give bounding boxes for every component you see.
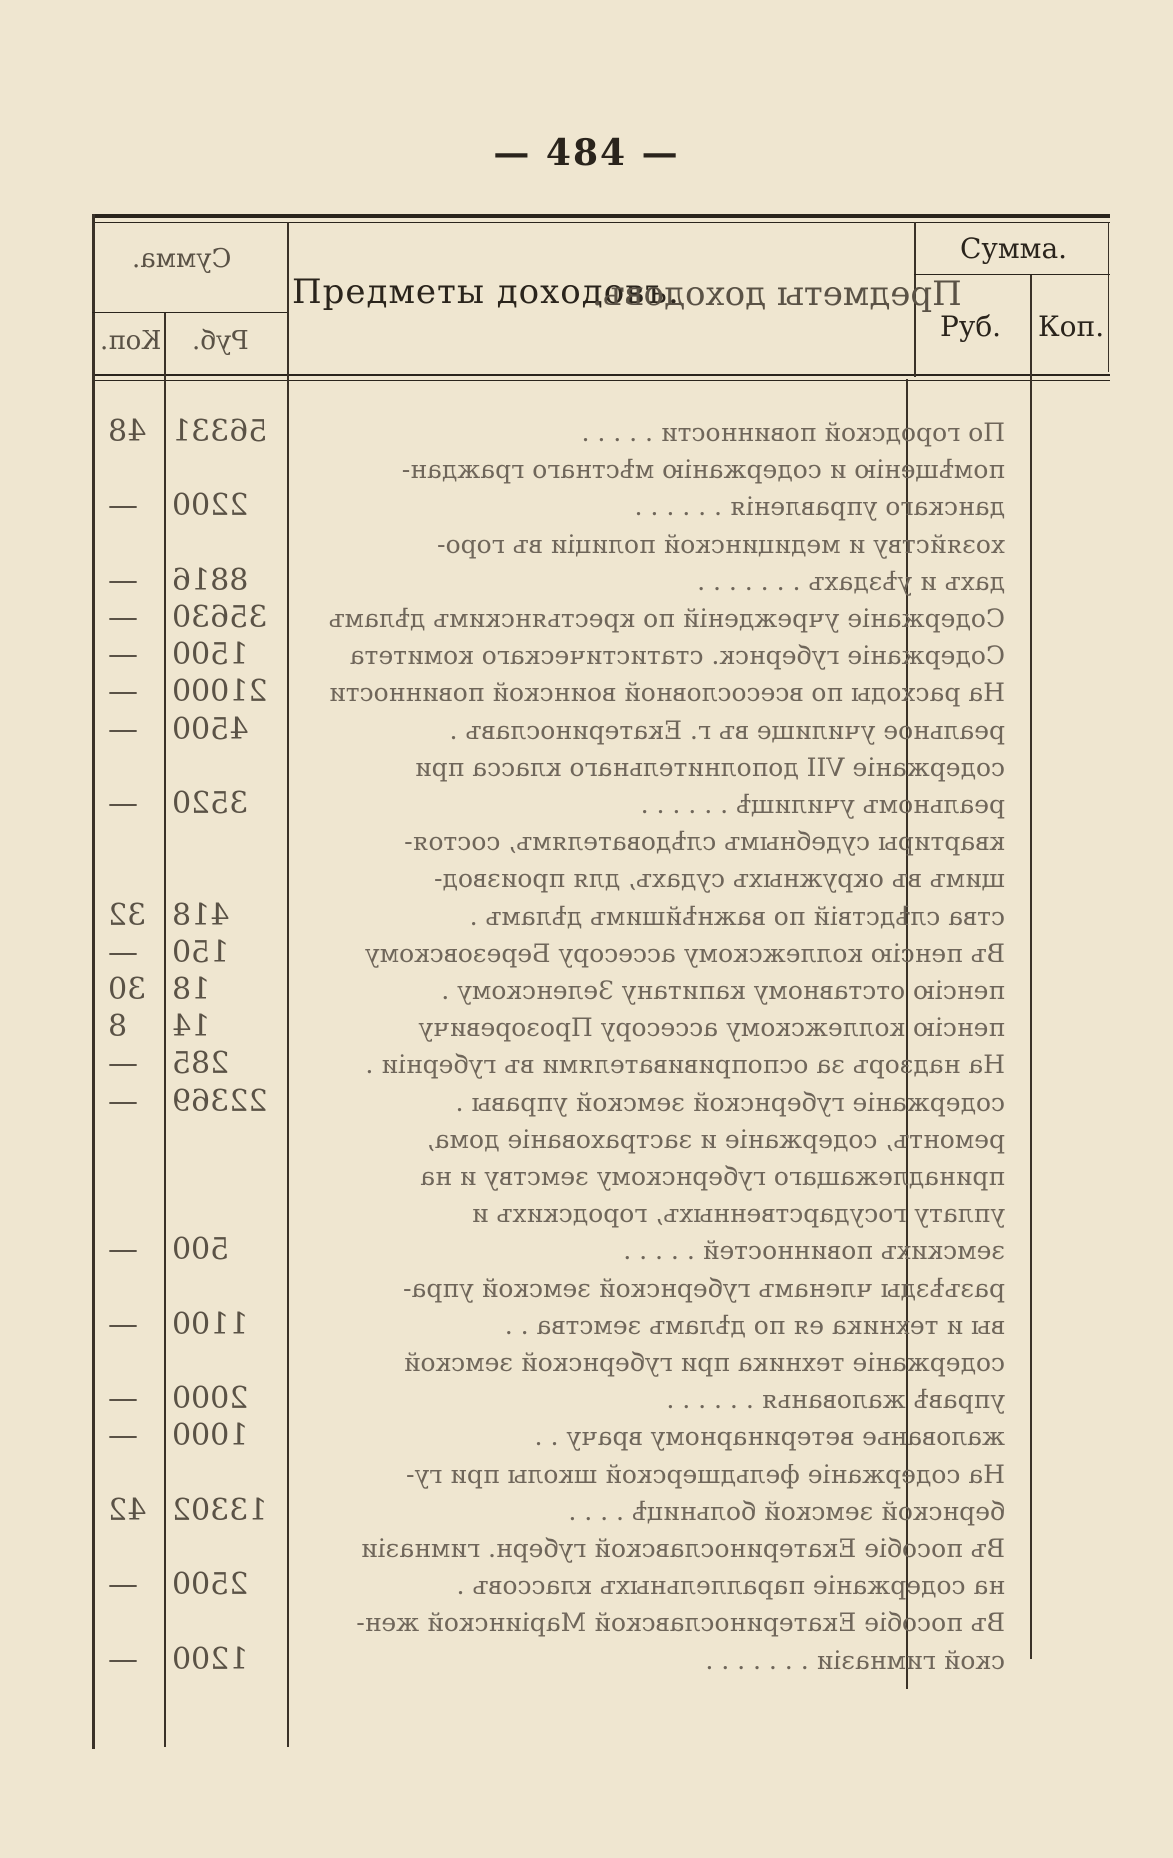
bleed-row-rub: 3520 (172, 786, 249, 821)
bleed-row-kop: — (108, 1642, 138, 1677)
bleed-row-kop: — (108, 1567, 138, 1602)
bleed-row-rub: 13302 (172, 1493, 268, 1528)
bleed-row-text: Содержаніе учрежденій по крестьянскимъ дѣламъ (328, 604, 1005, 633)
bleed-row-rub: 1500 (172, 637, 249, 672)
bleed-kop-label: Коп. (100, 326, 162, 356)
bleed-row-kop: — (108, 674, 138, 709)
bleed-row-text: ской гимназіи . . . . . . . (705, 1646, 1005, 1675)
bleed-row-text: содержаніе VII дополнительнаго класса при (414, 753, 1005, 782)
bleed-row-text: По городской повинности . . . . . (581, 418, 1005, 447)
bleed-row-kop: — (108, 1307, 138, 1342)
bleed-row-text: пенсію коллежскому ассесору Прозоревичу (418, 1013, 1005, 1042)
bleed-rub-label: Руб. (192, 326, 249, 356)
bleed-row-rub: 35630 (172, 600, 268, 635)
bleed-row-kop: 8 (108, 1009, 128, 1044)
bleed-row-text: На надзоръ за оспопрививателями въ губерніи . (365, 1050, 1005, 1079)
bleed-row-kop: — (108, 712, 138, 747)
right-edge (1108, 222, 1109, 372)
column-title-kop: Коп. (1038, 310, 1105, 343)
column-title-items: Предметы доходовъ. (292, 272, 680, 312)
sum-subheader-rule-left (92, 312, 287, 313)
bleed-row-kop: 42 (108, 1493, 147, 1528)
bleed-row-kop: — (108, 935, 138, 970)
bleed-row-text: дахъ и уѣздахъ . . . . . . . (697, 567, 1005, 596)
bleed-row-rub: 150 (172, 935, 230, 970)
bleed-row-text: земскихъ повинностей . . . . . (623, 1236, 1005, 1265)
bleed-row-kop: 32 (108, 898, 147, 933)
page-number: — 484 — (493, 132, 680, 174)
column-title-sum: Сумма. (960, 232, 1068, 265)
bleed-row-kop: — (108, 1418, 138, 1453)
bleed-row-text: на содержаніе параллельныхъ классовъ . (456, 1571, 1005, 1600)
bleed-row-text: данскаго управленія . . . . . . (634, 492, 1005, 521)
bleed-row-rub: 2500 (172, 1567, 249, 1602)
bleed-row-kop: 48 (108, 414, 147, 449)
bleed-row-text: уплату государственныхъ, городскихъ и (471, 1199, 1005, 1228)
bleed-row-text: реальномъ училищѣ . . . . . . (640, 790, 1005, 819)
bleed-row-text: Въ пособіе Екатеринославской Маріинской жен- (356, 1608, 1005, 1637)
bleed-row-rub: 2000 (172, 1381, 249, 1416)
column-title-rub: Руб. (940, 310, 1002, 343)
bleed-row-text: квартиры судебнымъ слѣдователямъ, состоя- (404, 827, 1005, 856)
bleed-sum-label: Сумма. (132, 244, 232, 274)
bleed-row-text: Въ пенсію коллежскому ассесору Березовскому (364, 939, 1005, 968)
bleed-row-rub: 18 (172, 972, 211, 1007)
bleed-row-text: вы и техника ея по дѣламъ земства . . (504, 1311, 1005, 1340)
header-bottom-rule-thin (92, 380, 1110, 381)
bleed-row-rub: 14 (172, 1009, 211, 1044)
bleed-row-text: содержаніе техника при губернской земской (403, 1348, 1005, 1377)
bleed-row-rub: 8816 (172, 563, 249, 598)
bleed-row-text: помѣщенію и содержанію мѣстнаго граждан- (401, 455, 1005, 484)
kop-rub-divider-left (164, 312, 166, 1747)
bleed-row-rub: 1100 (172, 1307, 249, 1342)
bleed-row-rub: 285 (172, 1046, 230, 1081)
bleed-row-kop: — (108, 637, 138, 672)
bleed-row-rub: 1200 (172, 1642, 249, 1677)
left-border (92, 214, 95, 1749)
bleed-row-kop: — (108, 786, 138, 821)
bleed-row-kop: 30 (108, 972, 147, 1007)
bleed-row-text: ремонтъ, содержаніе и застрахованіе дома, (426, 1125, 1005, 1154)
bleed-row-kop: — (108, 1381, 138, 1416)
bleed-row-text: На расходы по всесословной воинской повинности (329, 678, 1005, 707)
bleed-row-rub: 56331 (172, 414, 268, 449)
bleed-row-text: реальное училище въ г. Екатеринославъ . (449, 716, 1005, 745)
bleed-row-text: Въ пособіе Екатеринославской губерн. гимназіи (361, 1534, 1005, 1563)
bleed-row-text: управѣ жалованья . . . . . . (666, 1385, 1005, 1414)
sum-title-divider-left (287, 222, 289, 1747)
bleed-row-kop: — (108, 563, 138, 598)
bleed-row-kop: — (108, 1232, 138, 1267)
bleed-row-rub: 21000 (172, 674, 268, 709)
bleed-row-kop: — (108, 1046, 138, 1081)
bleed-row-text: пенсію отставному капитану Зеленскому . (441, 976, 1005, 1005)
table-top-rule-thin (92, 222, 1110, 223)
bleed-row-text: содержаніе губернской земской управы . (455, 1088, 1005, 1117)
bleed-row-text: щимъ въ окружныхъ судахъ, для производ- (434, 864, 1005, 893)
bleed-row-text: жалованье ветеринарному врачу . . (534, 1422, 1005, 1451)
bleed-row-text: На содержаніе фельдшерской школы при гу- (406, 1460, 1005, 1489)
bleed-row-rub: 4500 (172, 712, 249, 747)
bleed-row-text: бернской земской больницѣ . . . . (568, 1497, 1005, 1526)
bleed-row-text: разъѣзды членамъ губернской земской упра- (403, 1274, 1005, 1303)
header-bottom-rule (92, 374, 1110, 376)
bleed-row-text: Содержаніе губернск. статистическаго комитета (349, 641, 1005, 670)
bleed-row-text: принадлежащаго губернскому земству и на (420, 1162, 1005, 1191)
bleed-row-rub: 22369 (172, 1084, 268, 1119)
bleed-row-rub: 1000 (172, 1418, 249, 1453)
bleed-row-rub: 2200 (172, 488, 249, 523)
bleed-title: Предметы доходовъ. (592, 274, 962, 314)
bleed-row-kop: — (108, 488, 138, 523)
bleed-row-text: хозяйству и медицинской полиціи въ горо- (437, 530, 1005, 559)
bleed-row-rub: 418 (172, 898, 230, 933)
bleed-row-kop: — (108, 1084, 138, 1119)
bleed-row-rub: 500 (172, 1232, 230, 1267)
rub-kop-divider-right (1030, 274, 1032, 1659)
bleed-row-text: ства слѣдствій по важнѣйшимъ дѣламъ . (469, 902, 1005, 931)
bleed-row-kop: — (108, 600, 138, 635)
table-top-rule (92, 214, 1110, 218)
